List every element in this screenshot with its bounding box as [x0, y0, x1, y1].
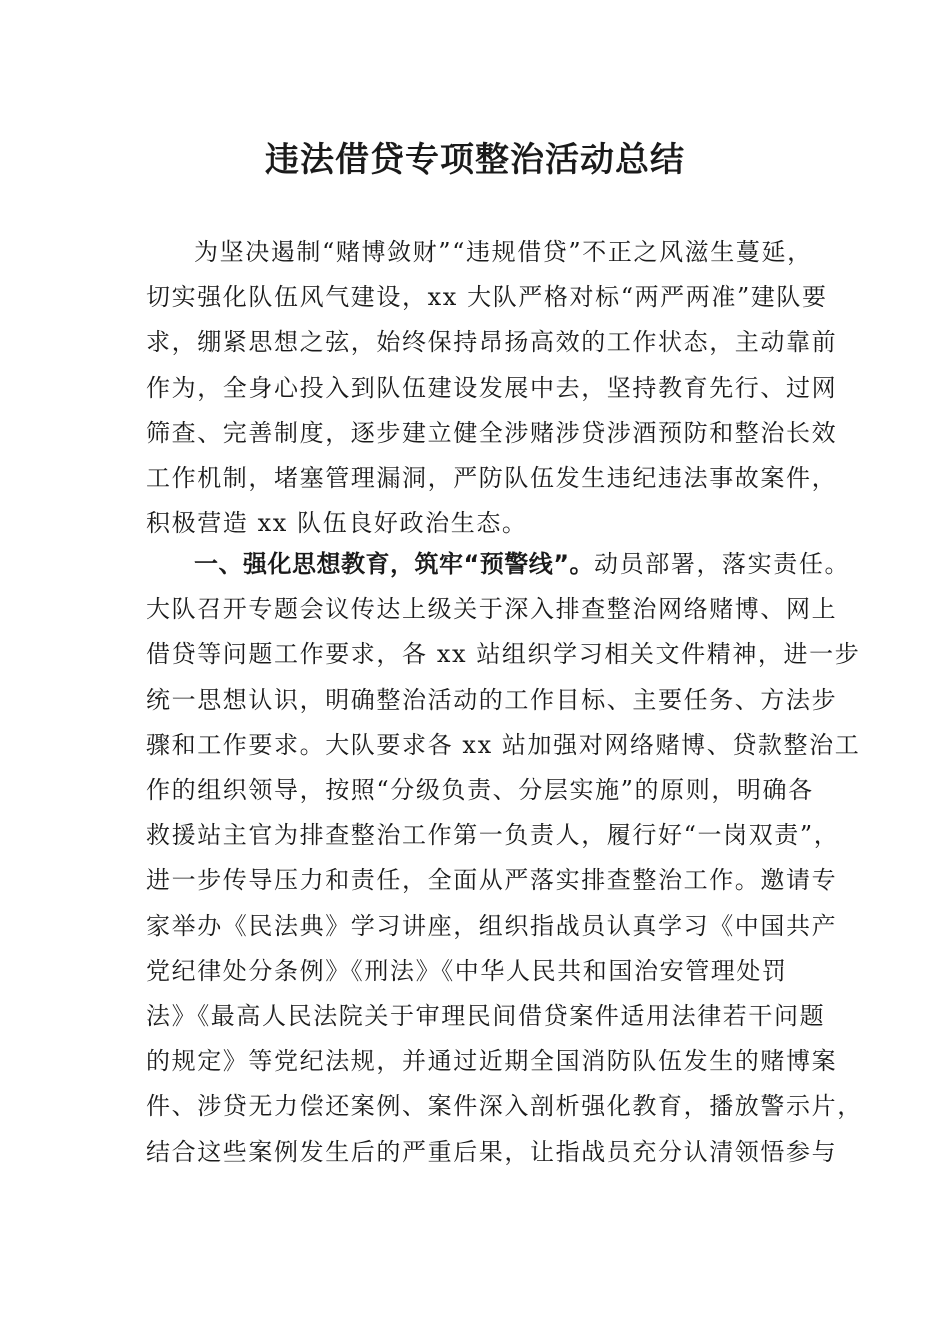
- section-1-lead-text: 动员部署，落实责任。: [594, 550, 851, 578]
- text-line: 借贷等问题工作要求，各 xx 站组织学习相关文件精神，进一步: [146, 640, 861, 669]
- section-1-paragraph: [146, 542, 863, 1175]
- text-line: 的规定》等党纪法规，并通过近期全国消防队伍发生的赌博案: [146, 1047, 838, 1076]
- text-line: 求，绷紧思想之弦，始终保持昂扬高效的工作状态，主动靠前: [146, 328, 838, 357]
- intro-paragraph: [146, 230, 836, 546]
- text-line: 切实强化队伍风气建设，xx 大队严格对标“两严两准”建队要: [146, 283, 828, 312]
- text-line: 党纪律处分条例》《刑法》《中华人民共和国治安管理处罚: [146, 956, 788, 985]
- text-line: 统一思想认识，明确整治活动的工作目标、主要任务、方法步: [146, 685, 838, 714]
- text-line: 积极营造 xx 队伍良好政治生态。: [146, 509, 528, 538]
- text-line: 筛查、完善制度，逐步建立健全涉赌涉贷涉酒预防和整治长效: [146, 418, 838, 447]
- text-line: 家举办《民法典》学习讲座，组织指战员认真学习《中国共产: [146, 911, 838, 940]
- text-line: 救援站主官为排查整治工作第一负责人，履行好“一岗双责”，: [146, 821, 840, 850]
- document-title: 违法借贷专项整治活动总结: [265, 140, 685, 180]
- text-line: 进一步传导压力和责任，全面从严落实排查整治工作。邀请专: [146, 866, 838, 895]
- section-1-heading: 一、强化思想教育，筑牢“预警线”。: [194, 550, 595, 578]
- text-line: 作为，全身心投入到队伍建设发展中去，坚持教育先行、过网: [146, 373, 838, 402]
- section-1-first-line: [146, 542, 851, 587]
- text-line: 法》《最高人民法院关于审理民间借贷案件适用法律若干问题: [146, 1002, 826, 1031]
- text-line: 结合这些案例发生后的严重后果，让指战员充分认清领悟参与: [146, 1137, 838, 1166]
- text-line: 工作机制，堵塞管理漏洞，严防队伍发生违纪违法事故案件，: [146, 464, 838, 493]
- text-line: 作的组织领导，按照“分级负责、分层实施”的原则，明确各: [146, 776, 814, 805]
- text-line: 骤和工作要求。大队要求各 xx 站加强对网络赌博、贷款整治工: [146, 730, 861, 759]
- text-line: 为坚决遏制“赌博敛财”“违规借贷”不正之风滋生蔓延，: [194, 238, 813, 266]
- text-line: 大队召开专题会议传达上级关于深入排查整治网络赌博、网上: [146, 595, 838, 624]
- text-line: 件、涉贷无力偿还案例、案件深入剖析强化教育，播放警示片，: [146, 1092, 863, 1121]
